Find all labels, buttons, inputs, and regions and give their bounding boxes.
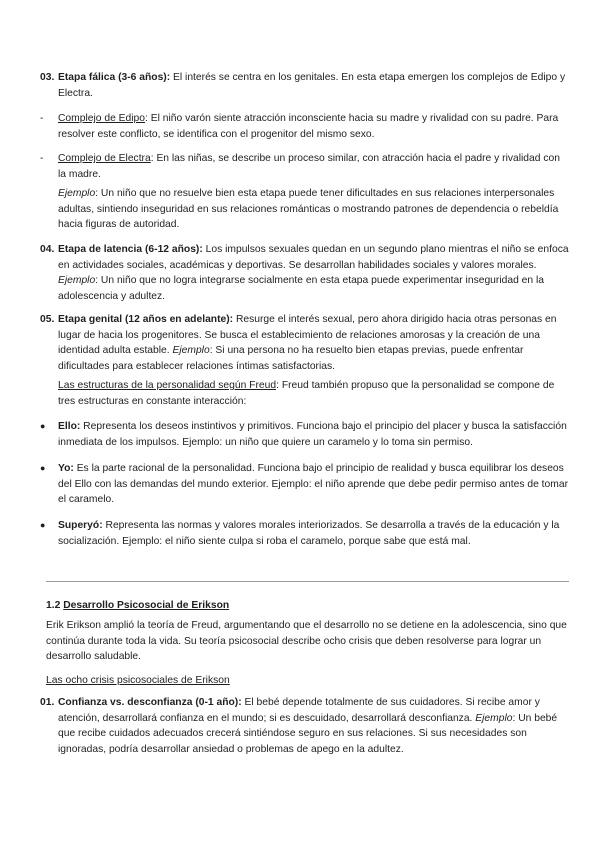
stage-title: Etapa genital (12 años en adelante): bbox=[58, 314, 234, 325]
section-heading bbox=[46, 598, 229, 614]
list-number: 04. bbox=[40, 244, 55, 255]
structures-heading: Las estructuras de la personalidad según Freud bbox=[58, 380, 277, 391]
phallic-example bbox=[58, 186, 570, 233]
crisis-heading: Las ocho crisis psicosociales de Erikson bbox=[46, 675, 230, 686]
stage-text: El bebé depende totalmente de sus cuidadores. Si recibe amor y atención, desarrollará confianza en el mundo; si es descuidado, desarrollará desconfianza. bbox=[58, 697, 540, 724]
example-label: Ejemplo bbox=[58, 275, 96, 286]
horizontal-divider bbox=[46, 581, 569, 582]
example-text: : Un bebé que recibe cuidados adecuados crecerá sintiéndose seguro en sus relaciones. Si sus necesidades son ignoradas, podría desarrollar ansiedad o problemas de apego en la adultez. bbox=[58, 712, 558, 755]
structures-text: : Freud también propuso que la personalidad se compone de tres estructuras en constante interacción: bbox=[58, 380, 555, 407]
list-number: 01. bbox=[40, 697, 55, 708]
example-label: Ejemplo bbox=[475, 712, 513, 724]
electra-complex bbox=[58, 151, 570, 182]
structure-term: Superyó: bbox=[58, 520, 103, 531]
stage-text: Resurge el interés sexual, pero ahora dirigido hacia otras personas en lugar de hacia los progenitores. Se busca el establecimiento de relaciones amorosas y la creación de una identidad adulta estable. bbox=[58, 314, 557, 356]
stage-text: Los impulsos sexuales quedan en un segundo plano mientras el niño se enfoca en actividades sociales, académicas y deportivas. Se desarrollan habilidades sociales y valores morales. bbox=[58, 244, 569, 271]
superego-item bbox=[58, 518, 570, 549]
structure-term: Yo: bbox=[58, 463, 74, 474]
oedipus-complex bbox=[58, 111, 570, 142]
bullet-marker: ● bbox=[40, 463, 46, 473]
example-text: : Un niño que no logra integrarse socialmente en esta etapa puede experimentar inseguridad en la adolescencia y adultez. bbox=[58, 275, 544, 302]
term: Complejo de Electra bbox=[58, 153, 151, 164]
section-number: 1.2 bbox=[46, 600, 64, 611]
id-item bbox=[58, 419, 570, 450]
example-text: : Si una persona no ha resuelto bien etapas previas, puede enfrentar dificultades para establecer relaciones íntimas satisfactorias. bbox=[58, 345, 524, 372]
structure-text: Es la parte racional de la personalidad. Funciona bajo el principio de realidad y busca equilibrar los deseos del Ello con las demandas del mundo exterior. Ejemplo: el niño aprende que debe pedir permiso antes de tomar el caramelo. bbox=[58, 463, 569, 505]
example-label: Ejemplo bbox=[58, 188, 96, 199]
ego-item bbox=[58, 461, 570, 508]
stage-trust bbox=[58, 695, 570, 757]
example-text: : Un niño que no resuelve bien esta etapa puede tener dificultades en sus relaciones interpersonales adultas, sintiendo inseguridad en sus relaciones románticas o mostrando patrones de dependencia o rebeldía hacia figuras de autoridad. bbox=[58, 188, 559, 230]
bullet-marker: ● bbox=[40, 520, 46, 530]
term-text: : En las niñas, se describe un proceso similar, con atracción hacia el padre y rivalidad con la madre. bbox=[58, 153, 560, 180]
erikson-intro: Erik Erikson amplió la teoría de Freud, argumentando que el desarrollo no se detiene en la adolescencia, sino que continúa durante toda la vida. Su teoría psicosocial describe ocho crisis que deben resolverse para lograr un desarrollo saludable. bbox=[46, 620, 567, 662]
stage-title: Etapa fálica (3-6 años): bbox=[58, 72, 171, 83]
dash-marker: - bbox=[40, 153, 44, 164]
list-number: 05. bbox=[40, 314, 55, 325]
structure-text: Representa los deseos instintivos y primitivos. Funciona bajo el principio del placer y busca la satisfacción inmediata de los impulsos. Ejemplo: un niño que quiere un caramelo y lo toma sin permiso. bbox=[58, 421, 567, 448]
stage-latency bbox=[58, 242, 570, 304]
dash-marker: - bbox=[40, 113, 44, 124]
section-title: Desarrollo Psicosocial de Erikson bbox=[63, 600, 230, 611]
stage-genital bbox=[58, 312, 570, 374]
structure-term: Ello: bbox=[58, 421, 81, 432]
term-text: : El niño varón siente atracción inconsciente hacia su madre y rivalidad con su padre. Para resolver este conflicto, se identifica con el progenitor del mismo sexo. bbox=[58, 113, 559, 140]
bullet-marker: ● bbox=[40, 421, 46, 431]
personality-structures-intro bbox=[58, 378, 570, 409]
stage-phallic bbox=[58, 70, 570, 101]
list-number: 03. bbox=[40, 72, 55, 83]
example-label: Ejemplo bbox=[172, 345, 210, 356]
stage-text: El interés se centra en los genitales. En esta etapa emergen los complejos de Edipo y Electra. bbox=[58, 72, 566, 99]
term: Complejo de Edipo bbox=[58, 113, 146, 124]
structure-text: Representa las normas y valores morales interiorizados. Se desarrolla a través de la educación y la socialización. Ejemplo: el niño siente culpa si roba el caramelo, porque sabe que está mal. bbox=[58, 520, 560, 547]
stage-title: Confianza vs. desconfianza (0-1 año): bbox=[58, 697, 242, 708]
stage-title: Etapa de latencia (6-12 años): bbox=[58, 244, 203, 255]
